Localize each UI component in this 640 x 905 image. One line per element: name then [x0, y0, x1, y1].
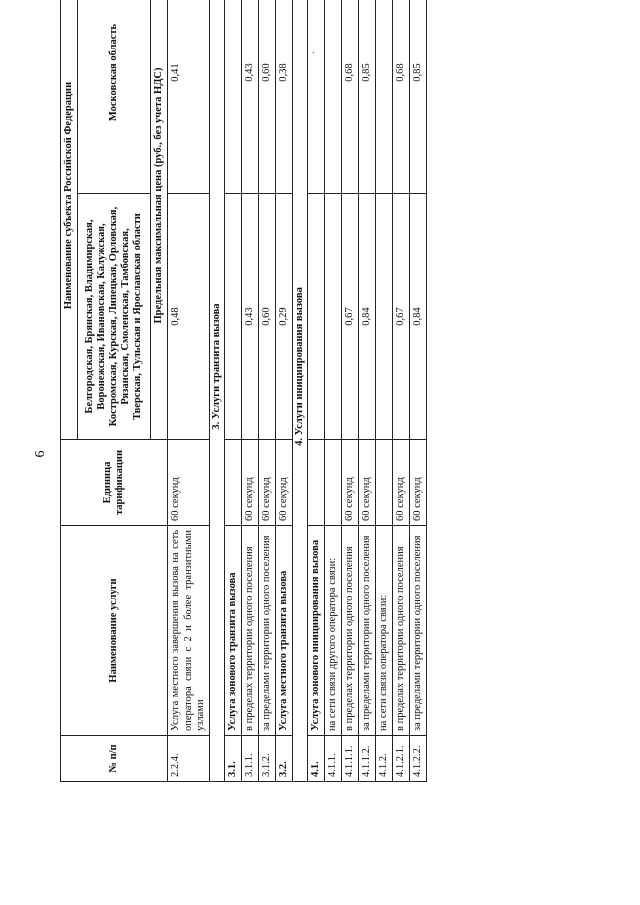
row-unit	[308, 440, 325, 526]
row-price-group-1	[325, 194, 342, 440]
section-title: 3. Услуги транзита вызова	[209, 0, 224, 782]
table-row	[342, 0, 359, 782]
row-unit: 60 секунд	[410, 440, 427, 526]
row-unit	[376, 440, 393, 526]
header-unit: Единица тарификации	[61, 440, 168, 526]
row-unit: 60 секунд	[168, 440, 209, 526]
row-num: 3.2.	[275, 736, 292, 782]
row-num: 4.1.2.2.	[410, 736, 427, 782]
header-price-label: Предельная максимальная цена (руб., без учета НДС)	[151, 0, 168, 440]
row-price-group-1	[376, 194, 393, 440]
row-num: 3.1.1.	[241, 736, 258, 782]
row-num: 4.1.1.2.	[359, 736, 376, 782]
row-num: 2.2.4.	[168, 736, 209, 782]
rotated-table	[60, 0, 450, 782]
table-row	[393, 0, 410, 782]
row-price-group-1	[224, 194, 241, 440]
row-service-name: на сети связи оператора связи:	[376, 526, 393, 736]
row-unit: 60 секунд	[258, 440, 275, 526]
row-price-group-2	[224, 0, 241, 194]
row-price-group-2: 0,43	[241, 0, 258, 194]
row-price-group-1: 0,43	[241, 194, 258, 440]
row-unit: 60 секунд	[275, 440, 292, 526]
row-price-group-1: 0,67	[393, 194, 410, 440]
table-row	[241, 0, 258, 782]
row-num: 3.1.2.	[258, 736, 275, 782]
table-row	[258, 0, 275, 782]
row-service-name: за пределами территории одного поселения	[410, 526, 427, 736]
row-num: 4.1.1.	[325, 736, 342, 782]
table-row	[359, 0, 376, 782]
row-unit	[325, 440, 342, 526]
row-service-name: на сети связи другого оператора связи:	[325, 526, 342, 736]
row-price-group-1	[308, 194, 325, 440]
header-region-group-2: Московская область	[78, 0, 151, 194]
row-price-group-1: 0,67	[342, 194, 359, 440]
table-row	[275, 0, 292, 782]
page-number: 6	[33, 450, 48, 458]
row-service-name: Услуга зонового инициирования вызова	[308, 526, 325, 736]
row-price-group-2: 0,68	[393, 0, 410, 194]
row-num: 4.1.1.1.	[342, 736, 359, 782]
row-price-group-2: 0,38	[275, 0, 292, 194]
row-service-name: в пределах территории одного поселения	[342, 526, 359, 736]
row-price-group-2	[325, 0, 342, 194]
row-price-group-2: 0,68	[342, 0, 359, 194]
header-subject: Наименование субъекта Российской Федерации	[61, 0, 78, 440]
header-num: № п/п	[61, 736, 168, 782]
table-row	[376, 0, 393, 782]
section-row	[292, 0, 307, 782]
row-service-name: Услуга местного транзита вызова	[275, 526, 292, 736]
row-num: 3.1.	[224, 736, 241, 782]
row-price-group-1: 0,84	[410, 194, 427, 440]
row-service-name: в пределах территории одного поселения	[241, 526, 258, 736]
row-price-group-1: 0,48	[168, 194, 209, 440]
row-num: 4.1.2.1.	[393, 736, 410, 782]
row-unit: 60 секунд	[241, 440, 258, 526]
row-service-name: Услуга зонового транзита вызова	[224, 526, 241, 736]
table-row	[308, 0, 325, 782]
row-price-group-2: 0,41	[168, 0, 209, 194]
scan-mark: .	[312, 45, 315, 56]
row-num: 4.1.2.	[376, 736, 393, 782]
tariff-table	[60, 0, 427, 782]
row-service-name: Услуга местного завершения вызова на сеть оператора связи с 2 и более транзитными узлами	[168, 526, 209, 736]
row-service-name: за пределами территории одного поселения	[258, 526, 275, 736]
header-region-group-1: Белгородская, Брянская, Владимирская, Воронежская, Ивановская, Калужская, Костромская, Курская, Липецкая, Орловская, Рязанская, Смоленская, Тамбовская, Тверская, Тульская и Ярославская области	[78, 194, 151, 440]
row-price-group-2: 0,85	[410, 0, 427, 194]
row-unit: 60 секунд	[393, 440, 410, 526]
row-price-group-1: 0,29	[275, 194, 292, 440]
row-price-group-2	[376, 0, 393, 194]
row-service-name: за пределами территории одного поселения	[359, 526, 376, 736]
section-title: 4. Услуги инициирования вызова	[292, 0, 307, 782]
table-row	[325, 0, 342, 782]
row-unit: 60 секунд	[359, 440, 376, 526]
row-price-group-1: 0,84	[359, 194, 376, 440]
section-row	[209, 0, 224, 782]
row-num: 4.1.	[308, 736, 325, 782]
row-price-group-2	[308, 0, 325, 194]
row-price-group-2: 0,85	[359, 0, 376, 194]
header-service-name: Наименование услуги	[61, 526, 168, 736]
row-unit: 60 секунд	[342, 440, 359, 526]
table-row	[224, 0, 241, 782]
row-price-group-1: 0,60	[258, 194, 275, 440]
table-body	[168, 0, 427, 782]
row-unit	[224, 440, 241, 526]
row-price-group-2: 0,60	[258, 0, 275, 194]
table-row	[410, 0, 427, 782]
table-row	[168, 0, 209, 782]
tariff-table-wrapper	[63, 0, 424, 815]
row-service-name: в пределах территории одного поселения	[393, 526, 410, 736]
